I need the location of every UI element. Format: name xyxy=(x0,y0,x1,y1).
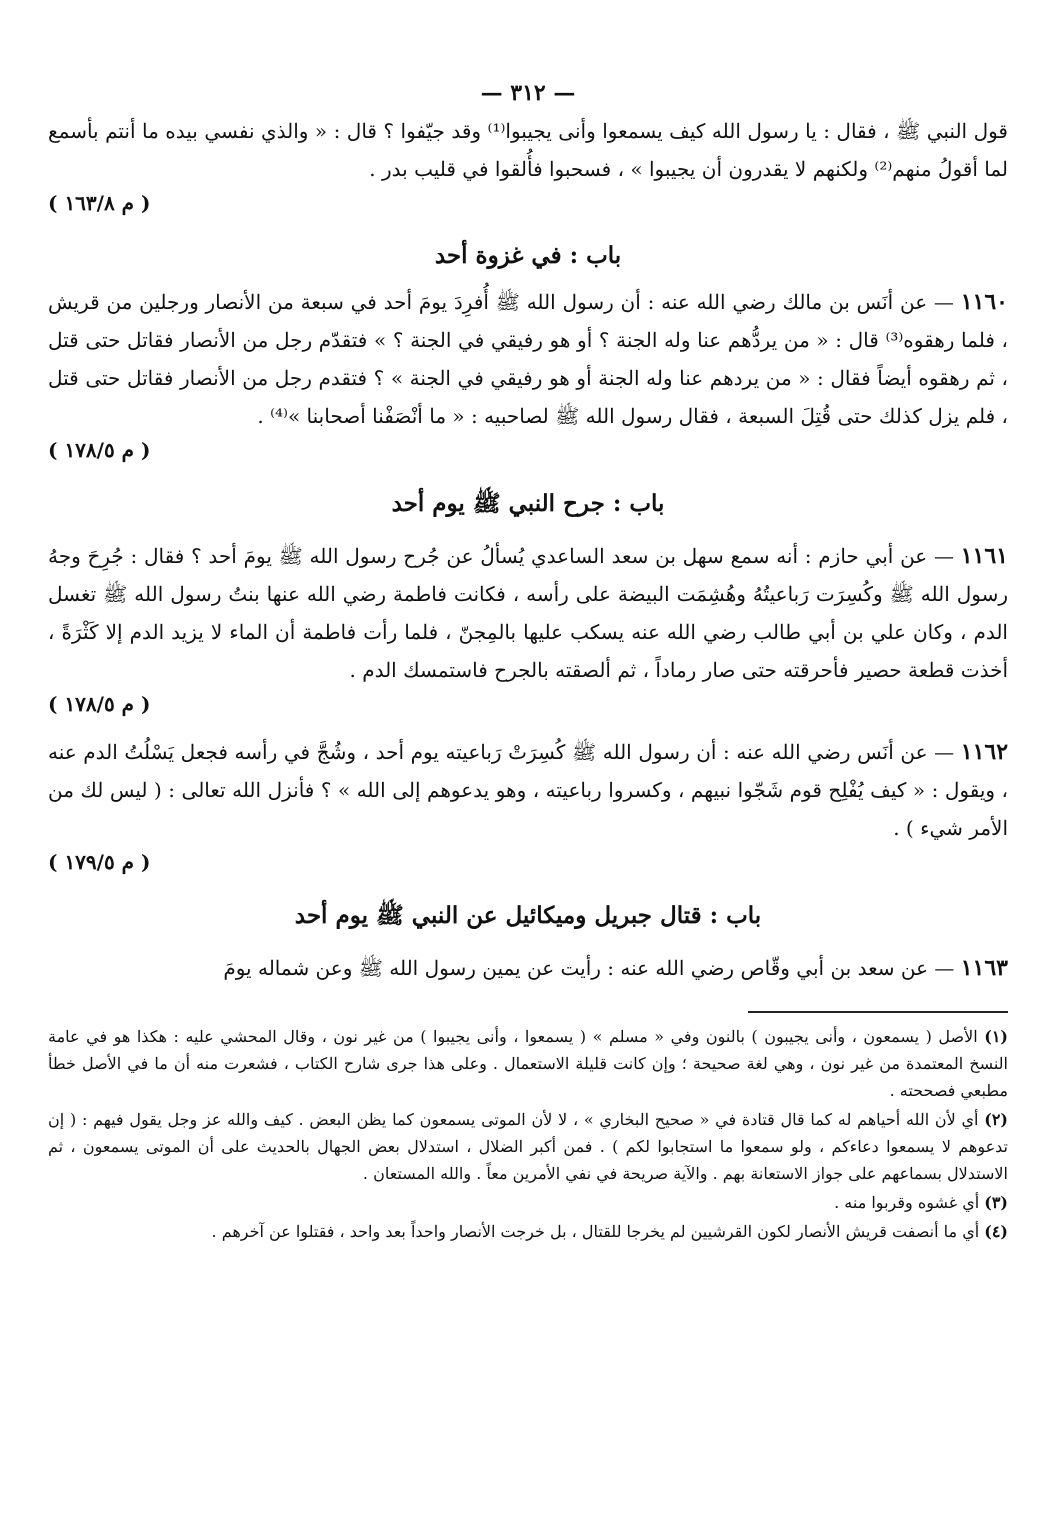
intro-paragraph: قول النبي ﷺ ، فقال : يا رسول الله كيف يسمعوا وأنى يجيبوا⁽¹⁾ وقد جيّفوا ؟ قال : « والذي نفسي بيده ما أنتم بأسمع لما أقولُ منهم⁽²⁾ ولكنهم لا يقدرون أن يجيبوا » ، فسحبوا فأُلقوا في قليب بدر . xyxy=(48,119,1008,181)
hadith-number: ١١٦٣ xyxy=(960,955,1008,981)
hadith-text: — عن أبي حازم : أنه سمع سهل بن سعد الساعدي يُسألُ عن جُرح رسول الله ﷺ يومَ أحد ؟ فقال : جُرِحَ وجهُ رسول الله ﷺ وكُسِرَت رَباعيتُهُ وهُشِمَت البيضة على رأسه ، فكانت فاطمة رضي الله عنها بنتُ رسول الله ﷺ تغسل الدم ، وكان علي بن أبي طالب رضي الله عنه يسكب عليها بالمِجنّ ، فلما رأت فاطمة أن الماء لا يزيد الدم إلا كَثْرَةً ، أخذت قطعة حصير فأحرقته حتى صار رماداً ، ثم ألصقته بالجرح فاستمسك الدم . xyxy=(48,544,1008,682)
footnote-text: الأصل ( يسمعون ، وأنى يجيبون ) بالنون وفي « مسلم » ( يسمعوا ، وأنى يجيبوا ) من غير نون ، وقال المحشي عليه : هكذا هو في عامة النسخ المعتمدة من غير نون ، وهي لغة صحيحة ؛ وإن كانت قليلة الاستعمال . وعلى هذا جرى شارح الكتاب ، فشعرت منه أن ما في الأصل خطأ مطبعي فصححته . xyxy=(48,1027,1008,1100)
hadith-paragraph xyxy=(48,733,1008,847)
hadith-reference: ( م ١٧٨/٥ ) xyxy=(48,438,151,462)
hadith-number: ١١٦١ xyxy=(960,543,1008,569)
book-page xyxy=(48,80,1008,1247)
footnote-text: أي غشوه وقربوا منه . xyxy=(834,1193,980,1212)
footnote xyxy=(48,1106,1008,1187)
hadith-text: — عن أنَس بن مالك رضي الله عنه : أن رسول الله ﷺ أُفرِدَ يومَ أحد في سبعة من الأنصار ورجلين من قريش ، فلما رهقوه⁽³⁾ قال : « من يردُّهم عنا وله الجنة ؟ أو هو رفيقي في الجنة ؟ » فتقدّم رجل من الأنصار فقاتل حتى قتل ، ثم رهقوه أيضاً فقال : « من يردهم عنا وله الجنة أو هو رفيقي في الجنة » ؟ فتقدم رجل من الأنصار فقاتل حتى قتل ، فلم يزل كذلك حتى قُتِلَ السبعة ، فقال رسول الله ﷺ لصاحبيه : « ما أنْصَفْنا أصحابنا »⁽⁴⁾ . xyxy=(48,290,1008,428)
hadith-paragraph xyxy=(48,949,1008,987)
hadith-text: — عن سعد بن أبي وقّاص رضي الله عنه : رأيت عن يمين رسول الله ﷺ وعن شماله يومَ xyxy=(223,956,955,980)
footnote-text: أي ما أنصفت قريش الأنصار لكون القرشيين لم يخرجا للقتال ، بل خرجت الأنصار واحداً بعد واحد ، فقتلوا عن آخرهم . xyxy=(211,1222,980,1241)
intro-reference: ( م ١٦٣/٨ ) xyxy=(48,191,151,215)
section-heading: باب : في غزوة أحد xyxy=(434,242,622,269)
footnote-number: (١) xyxy=(984,1027,1008,1046)
hadith-text: — عن أنَس رضي الله عنه : أن رسول الله ﷺ كُسِرَتْ رَباعيته يوم أحد ، وشُجَّ في رأسه فجعل يَسْلُتُ الدم عنه ، ويقول : « كيف يُفْلِح قوم شَجّوا نبيهم ، وكسروا رباعيته ، وهو يدعوهم إلى الله » ؟ فأنزل الله تعالى : ( ليس لك من الأمر شيء ) . xyxy=(48,740,1008,840)
footnote-text: أي لأن الله أحياهم له كما قال قتادة في « صحيح البخاري » ، لا لأن الموتى يسمعون كما يظن البعض . كيف والله عز وجل يقول فيهم : ( إن تدعوهم لا يسمعوا دعاءكم ، ولو سمعوا ما استجابوا لكم ) . فمن أكبر الضلال ، استدلال بعض الجهال بالحديث على أن الموتى يسمعون ، ثم الاستدلال بسماعهم على جواز الاستعانة بهم . والآية صريحة في نفي الأمرين معاً . والله المستعان . xyxy=(48,1110,1008,1183)
page-number: — ٣١٢ — xyxy=(480,80,576,106)
hadith-number: ١١٦٢ xyxy=(960,739,1009,765)
section-heading: باب : قتال جبريل وميكائيل عن النبي ﷺ يوم أحد xyxy=(294,902,762,929)
hadith-number: ١١٦٠ xyxy=(960,289,1008,315)
footnote xyxy=(48,1218,1008,1245)
footnote xyxy=(48,1189,1008,1216)
footnote-number: (٣) xyxy=(984,1193,1008,1212)
hadith-paragraph xyxy=(48,537,1008,689)
footnote xyxy=(48,1023,1008,1104)
section-heading: باب : جرح النبي ﷺ يوم أحد xyxy=(391,490,665,517)
footnote-separator xyxy=(748,1011,1008,1013)
hadith-reference: ( م ١٧٨/٥ ) xyxy=(48,692,151,716)
hadith-paragraph xyxy=(48,283,1008,435)
footnote-number: (٤) xyxy=(984,1222,1008,1241)
footnote-number: (٢) xyxy=(984,1110,1008,1129)
hadith-reference: ( م ١٧٩/٥ ) xyxy=(48,850,151,874)
